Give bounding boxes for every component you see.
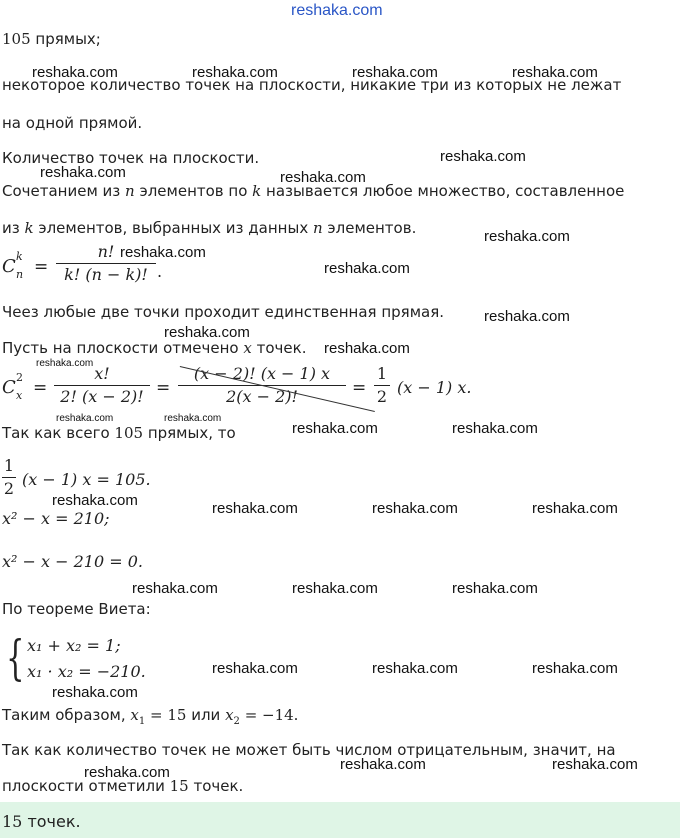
watermark: reshaka.com [212, 500, 298, 517]
fraction-numerator: 1 [376, 364, 388, 383]
text-line-conclusion: Так как количество точек не может быть числом отрицательным, значит, на [2, 741, 616, 759]
math-k: k [24, 219, 34, 237]
text-line-find: Количество точек на плоскости. [2, 149, 260, 167]
fraction-numerator: 1 [3, 456, 15, 475]
equation-2: x² − x = 210; [2, 509, 110, 528]
fraction-bar [54, 385, 150, 386]
text: или [186, 706, 226, 724]
watermark: reshaka.com [292, 580, 378, 597]
math-x: x [243, 339, 252, 357]
watermark: reshaka.com [512, 64, 598, 81]
watermark: reshaka.com [32, 64, 118, 81]
fraction-bar [2, 477, 16, 478]
fraction-bar [374, 385, 390, 386]
watermark: reshaka.com [84, 764, 170, 781]
formula-equals: = [34, 257, 49, 277]
text-line-let-x [2, 339, 306, 357]
watermark: reshaka.com [372, 500, 458, 517]
watermark: reshaka.com [212, 660, 298, 677]
formula-sub-n: n [16, 268, 24, 281]
text: Сочетанием из [2, 182, 126, 200]
watermark: reshaka.com [484, 308, 570, 325]
watermark: reshaka.com [440, 148, 526, 165]
site-header-link[interactable]: reshaka.com [291, 2, 383, 19]
fraction-numerator: (x − 2)! (x − 1) x [193, 364, 331, 383]
text-line-no-three: на одной прямой. [2, 114, 143, 132]
fraction-denominator: 2! (x − 2)! [60, 387, 144, 406]
equation-tail: (x − 1) x = 105. [22, 470, 151, 489]
text: Пусть на плоскости отмечено [2, 339, 244, 357]
watermark: reshaka.com [36, 358, 94, 369]
watermark: reshaka.com [52, 492, 138, 509]
text: плоскости отметили [2, 777, 170, 795]
fraction-denominator: 2(x − 2)! [226, 387, 298, 406]
formula-fraction-half [2, 456, 16, 499]
answer-label: точек. [22, 812, 81, 831]
number-105: 105 [114, 424, 144, 442]
text-line-vieta: По теореме Виета: [2, 600, 151, 618]
formula-dot: . [157, 262, 163, 281]
answer-number: 15 [2, 812, 23, 831]
number-15: 15 [169, 777, 189, 795]
watermark: reshaka.com [132, 580, 218, 597]
equation-3: x² − x − 210 = 0. [2, 552, 143, 571]
formula-sub-x: x [16, 389, 23, 402]
watermark: reshaka.com [532, 500, 618, 517]
watermark: reshaka.com [292, 420, 378, 437]
text: элементов. [322, 219, 417, 237]
text: прямых; [30, 30, 101, 48]
formula-sup-2: 2 [16, 371, 23, 384]
text-line-combination-def-2 [2, 219, 416, 237]
watermark: reshaka.com [192, 64, 278, 81]
watermark: reshaka.com [372, 660, 458, 677]
formula-equals: = [33, 378, 48, 398]
system-line-1: x₁ + x₂ = 1; [27, 636, 121, 655]
text-line-two-points: Чеез любые две точки проходит единственная прямая. [2, 303, 444, 321]
watermark: reshaka.com [452, 580, 538, 597]
text: называется любое множество, составленное [261, 182, 625, 200]
watermark: reshaka.com [40, 164, 126, 181]
text-line-points: некоторое количество точек на плоскости, никакие три из которых не лежат [2, 76, 622, 94]
formula-tail: (x − 1) x. [397, 378, 472, 397]
watermark: reshaka.com [352, 64, 438, 81]
formula-sup-k: k [16, 250, 23, 263]
watermark: reshaka.com [484, 228, 570, 245]
text: точек. [188, 777, 244, 795]
math-sub: 1 [138, 716, 146, 727]
text: Таким образом, [2, 706, 131, 724]
watermark: reshaka.com [120, 244, 206, 261]
text: из [2, 219, 25, 237]
watermark: reshaka.com [56, 413, 114, 424]
text: элементов, выбранных из данных [33, 219, 313, 237]
formula-equals: = [156, 378, 171, 398]
math-value: = −14. [239, 706, 299, 724]
math-k: k [252, 182, 262, 200]
answer-box [0, 802, 680, 838]
fraction-denominator: k! (n − k)! [64, 265, 148, 284]
watermark: reshaka.com [164, 413, 222, 424]
watermark: reshaka.com [52, 684, 138, 701]
watermark: reshaka.com [340, 756, 426, 773]
text: точек. [251, 339, 307, 357]
formula-fraction-1 [54, 364, 150, 407]
math-x: x [225, 706, 234, 724]
watermark: reshaka.com [164, 324, 250, 341]
text: Так как всего [2, 424, 115, 442]
fraction-bar [56, 263, 156, 264]
system-line-2: x₁ · x₂ = −210. [27, 662, 146, 681]
watermark: reshaka.com [324, 260, 410, 277]
left-brace-icon: { [6, 630, 25, 686]
watermark: reshaka.com [324, 340, 410, 357]
math-sub: 2 [233, 716, 240, 727]
text-line-since [2, 424, 236, 442]
watermark: reshaka.com [452, 420, 538, 437]
text: прямых, то [143, 424, 236, 442]
watermark: reshaka.com [532, 660, 618, 677]
text-line-lines-count [2, 30, 101, 48]
text-line-thus [2, 706, 298, 727]
math-n: n [125, 182, 135, 200]
formula-C: C [2, 377, 16, 398]
math-x: x [130, 706, 139, 724]
math-n: n [312, 219, 323, 237]
answer-text [2, 812, 81, 831]
math-value: = 15 [145, 706, 187, 724]
fraction-numerator: x! [94, 364, 110, 383]
number-105: 105 [2, 30, 31, 48]
formula-equals: = [352, 378, 367, 398]
fraction-denominator: 2 [3, 479, 15, 498]
formula-fraction-half [374, 364, 390, 407]
watermark: reshaka.com [280, 169, 366, 186]
text: элементов по [134, 182, 253, 200]
fraction-denominator: 2 [376, 387, 388, 406]
fraction-numerator: n! [97, 242, 115, 261]
watermark: reshaka.com [552, 756, 638, 773]
formula-C: C [2, 256, 16, 277]
